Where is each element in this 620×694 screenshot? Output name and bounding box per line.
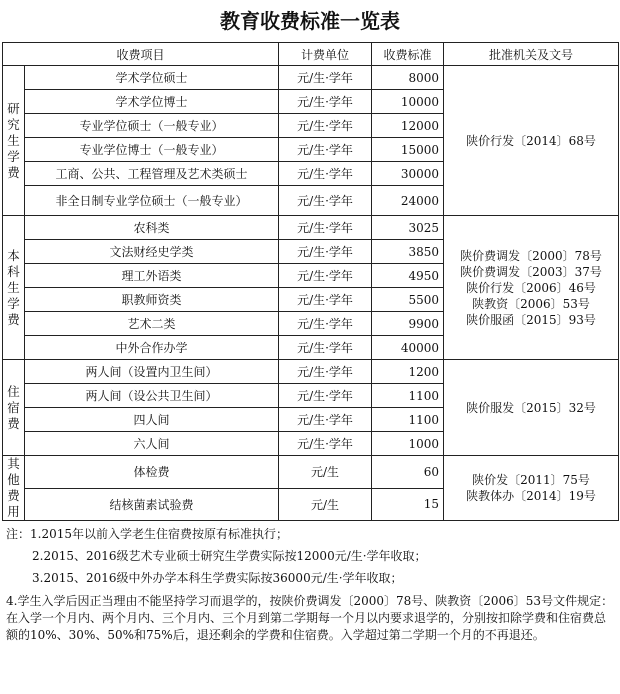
note-4: 4.学生入学后因正当理由不能坚持学习而退学的，按陕价费调发〔2000〕78号、陕教资〔2006〕53号文件规定：在入学一个月内、两个月内、三个月内、三个月到第二学期每一个月以内要求退学的，分别按扣除学费和住宿费总额的10%、30%、50%和75%后，退还剩余的学费和住宿费。入学超过第二学期一个月的不再退还。 <box>6 594 614 642</box>
approval-doc: 陕教资〔2006〕53号 <box>472 296 590 311</box>
approval-doc: 陕价费调发〔2003〕37号 <box>460 264 602 279</box>
fee-cell: 60 <box>372 456 444 489</box>
page-title: 教育收费标准一览表 <box>220 9 400 33</box>
table-row <box>3 456 619 489</box>
item-cell: 六人间 <box>25 432 279 456</box>
item-cell: 文法财经史学类 <box>25 240 279 264</box>
fee-cell: 1100 <box>372 408 444 432</box>
item-cell: 工商、公共、工程管理及艺术类硕士 <box>25 162 279 186</box>
unit-cell: 元/生·学年 <box>279 186 372 216</box>
item-cell: 艺术二类 <box>25 312 279 336</box>
item-cell: 两人间（设置内卫生间） <box>25 360 279 384</box>
unit-cell: 元/生·学年 <box>279 288 372 312</box>
header-row <box>3 43 619 66</box>
fee-cell: 30000 <box>372 162 444 186</box>
category-cell: 本科生学费 <box>3 216 25 360</box>
unit-cell: 元/生·学年 <box>279 432 372 456</box>
unit-cell: 元/生·学年 <box>279 162 372 186</box>
fee-cell: 15000 <box>372 138 444 162</box>
fee-cell: 15 <box>372 488 444 521</box>
fee-cell: 5500 <box>372 288 444 312</box>
item-cell: 理工外语类 <box>25 264 279 288</box>
fee-cell: 12000 <box>372 114 444 138</box>
item-cell: 中外合作办学 <box>25 336 279 360</box>
approval-cell <box>444 216 619 360</box>
fee-cell: 40000 <box>372 336 444 360</box>
unit-cell: 元/生·学年 <box>279 312 372 336</box>
unit-cell: 元/生·学年 <box>279 360 372 384</box>
item-cell: 非全日制专业学位硕士（一般专业） <box>25 186 279 216</box>
approval-doc: 陕价行发〔2014〕68号 <box>466 133 596 148</box>
item-cell: 专业学位博士（一般专业） <box>25 138 279 162</box>
unit-cell: 元/生·学年 <box>279 138 372 162</box>
category-cell: 其他费用 <box>3 456 25 521</box>
fee-cell: 1200 <box>372 360 444 384</box>
fee-cell: 4950 <box>372 264 444 288</box>
fee-cell: 1000 <box>372 432 444 456</box>
unit-cell: 元/生 <box>279 488 372 521</box>
item-cell: 专业学位硕士（一般专业） <box>25 114 279 138</box>
unit-cell: 元/生·学年 <box>279 90 372 114</box>
item-cell: 四人间 <box>25 408 279 432</box>
fee-cell: 3850 <box>372 240 444 264</box>
fee-cell: 10000 <box>372 90 444 114</box>
fee-cell: 9900 <box>372 312 444 336</box>
unit-cell: 元/生·学年 <box>279 114 372 138</box>
fee-cell: 1100 <box>372 384 444 408</box>
item-cell: 学术学位博士 <box>25 90 279 114</box>
fee-cell: 8000 <box>372 66 444 90</box>
unit-cell: 元/生·学年 <box>279 408 372 432</box>
approval-doc: 陕价服函〔2015〕93号 <box>466 312 596 327</box>
table-row <box>3 216 619 240</box>
approval-cell <box>444 360 619 456</box>
header-standard: 收费标准 <box>372 43 444 66</box>
unit-cell: 元/生·学年 <box>279 240 372 264</box>
fee-cell: 3025 <box>372 216 444 240</box>
unit-cell: 元/生·学年 <box>279 336 372 360</box>
approval-doc: 陕价服发〔2015〕32号 <box>466 400 596 415</box>
approval-doc: 陕价费调发〔2000〕78号 <box>460 248 602 263</box>
note-1: 注：1.2015年以前入学老生住宿费按原有标准执行； <box>6 527 288 541</box>
item-cell: 体检费 <box>25 456 279 489</box>
category-cell: 住宿费 <box>3 360 25 456</box>
header-item: 收费项目 <box>3 43 279 66</box>
table-row <box>3 360 619 384</box>
unit-cell: 元/生·学年 <box>279 264 372 288</box>
unit-cell: 元/生·学年 <box>279 216 372 240</box>
note-2: 2.2015、2016级艺术专业硕士研究生学费实际按12000元/生·学年收取； <box>32 549 427 563</box>
note-3: 3.2015、2016级中外办学本科生学费实际按36000元/生·学年收取； <box>32 571 403 585</box>
approval-doc: 陕教体办〔2014〕19号 <box>466 489 596 503</box>
approval-cell <box>444 66 619 216</box>
item-cell: 农科类 <box>25 216 279 240</box>
approval-doc: 陕价行发〔2006〕46号 <box>466 280 596 295</box>
category-cell: 研究生学费 <box>3 66 25 216</box>
fee-table <box>2 42 619 521</box>
fee-table-body <box>3 43 619 521</box>
unit-cell: 元/生·学年 <box>279 66 372 90</box>
unit-cell: 元/生 <box>279 456 372 489</box>
fee-cell: 24000 <box>372 186 444 216</box>
item-cell: 结核菌素试验费 <box>25 488 279 521</box>
approval-cell <box>444 456 619 521</box>
item-cell: 学术学位硕士 <box>25 66 279 90</box>
unit-cell: 元/生·学年 <box>279 384 372 408</box>
approval-doc: 陕价发〔2011〕75号 <box>472 473 590 487</box>
header-unit: 计费单位 <box>279 43 372 66</box>
item-cell: 两人间（设公共卫生间） <box>25 384 279 408</box>
header-approval: 批准机关及文号 <box>444 43 619 66</box>
table-row <box>3 66 619 90</box>
item-cell: 职教师资类 <box>25 288 279 312</box>
